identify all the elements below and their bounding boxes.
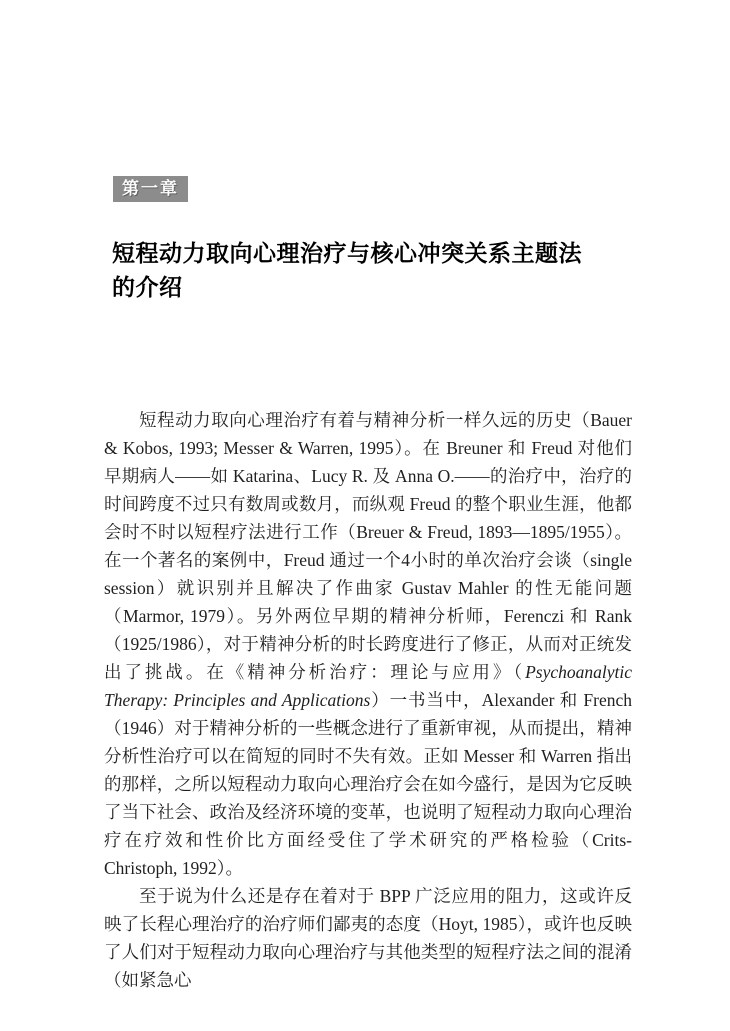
paragraph-1: 短程动力取向心理治疗有着与精神分析一样久远的历史（Bauer & Kobos, 1993; Messer & Warren, 1995）。在 Breuner 和 Freud 对他们早期病人——如 Katarina、Lucy R. 及 Anna O.——的治疗中，治疗的时间跨度不过只有数周或数月，而纵观 Freud 的整个职业生涯，他都会时不时以短程疗法进行工作（Breuer & Freud, 1893—1895/1955）。在一个著名的案例中，Freud 通过一个4小时的单次治疗会谈（single session）就识别并且解决了作曲家 Gustav Mahler 的性无能问题（Marmor, 1979）。另外两位早期的精神分析师，Ferenczi 和 Rank（1925/1986），对于精神分析的时长跨度进行了修正，从而对正统发出了挑战。在《精神分析治疗：理论与应用》（Psychoanalytic Therapy: Principles and Applications）一书当中，Alexander 和 French（1946）对于精神分析的一些概念进行了重新审视，从而提出，精神分析性治疗可以在简短的同时不失有效。正如 Messer 和 Warren 指出的那样，之所以短程动力取向心理治疗会在如今盛行，是因为它反映了当下社会、政治及经济环境的变革，也说明了短程动力取向心理治疗在疗效和性价比方面经受住了学术研究的严格检验（Crits-Christoph, 1992）。 xyxy=(104,410,632,878)
chapter-badge: 第一章 xyxy=(113,176,188,202)
chapter-title: 短程动力取向心理治疗与核心冲突关系主题法的介绍 xyxy=(112,240,582,300)
body-text xyxy=(104,406,632,994)
paragraph-2: 至于说为什么还是存在着对于 BPP 广泛应用的阻力，这或许反映了长程心理治疗的治疗师们鄙夷的态度（Hoyt, 1985），或许也反映了人们对于短程动力取向心理治疗与其他类型的短程疗法之间的混淆（如紧急心 xyxy=(104,886,632,990)
